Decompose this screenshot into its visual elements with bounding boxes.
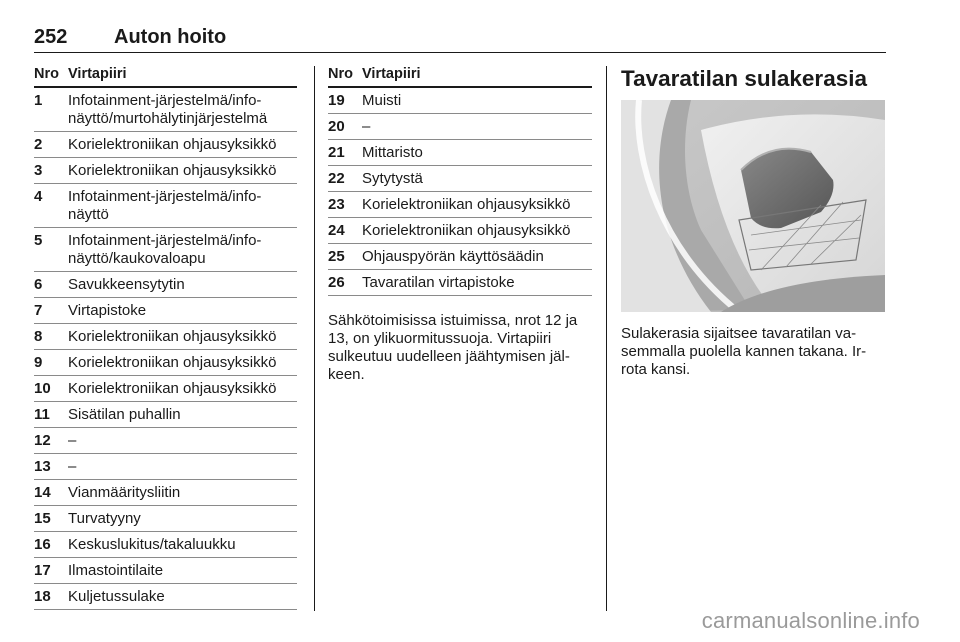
fuse-circuit: Tavaratilan virtapistoke	[362, 274, 515, 291]
fuse-number: 5	[34, 232, 43, 249]
fuse-number: 2	[34, 136, 43, 153]
fuse-circuit: –	[362, 118, 371, 135]
overload-note: Sähkötoimisissa istuimissa, nrot 12 ja 13, on ylikuormitussuoja. Virtapiiri sulkeutuu uudelleen jäähtymisen jäl-keen.	[328, 312, 578, 383]
column-header-nro: Nro	[34, 66, 59, 82]
fuse-number: 16	[34, 536, 51, 553]
fuse-circuit: Infotainment-järjestelmä/info-näyttö	[68, 188, 262, 223]
table-header	[328, 66, 592, 88]
fuse-circuit: Korielektroniikan ohjausyksikkö	[68, 328, 277, 345]
column-header-circuit: Virtapiiri	[68, 66, 127, 82]
table-row	[34, 428, 297, 454]
table-row	[34, 324, 297, 350]
table-row	[34, 272, 297, 298]
fuse-number: 20	[328, 118, 345, 135]
fuse-number: 10	[34, 380, 51, 397]
fuse-number: 17	[34, 562, 51, 579]
table-row	[34, 454, 297, 480]
table-row	[328, 114, 592, 140]
fuse-number: 26	[328, 274, 345, 291]
table-row	[34, 350, 297, 376]
fuse-number: 19	[328, 92, 345, 109]
table-row	[34, 480, 297, 506]
fuse-number: 24	[328, 222, 345, 239]
fuse-circuit: Kuljetussulake	[68, 588, 165, 605]
table-row	[34, 298, 297, 324]
table-row	[328, 192, 592, 218]
table-header	[34, 66, 297, 88]
fuse-circuit: Korielektroniikan ohjausyksikkö	[68, 354, 277, 371]
fuse-number: 4	[34, 188, 43, 205]
column-divider	[314, 66, 315, 611]
fuse-box-caption: Sulakerasia sijaitsee tavaratilan va-semmalla puolella kannen takana. Ir-rota kansi.	[621, 325, 867, 378]
fuse-circuit: Mittaristo	[362, 144, 423, 161]
fuse-box-illustration	[621, 100, 885, 312]
fuse-box-section	[621, 66, 886, 379]
fuse-number: 9	[34, 354, 43, 371]
fuse-circuit: Sisätilan puhallin	[68, 406, 181, 423]
fuse-circuit: Infotainment-järjestelmä/info-näyttö/kaukovaloapu	[68, 232, 262, 267]
fuse-circuit: Turvatyyny	[68, 510, 141, 527]
page-header	[34, 26, 886, 53]
table-row	[328, 244, 592, 270]
fuse-table-left	[34, 66, 297, 610]
fuse-circuit: Sytytystä	[362, 170, 423, 187]
table-row	[328, 166, 592, 192]
fuse-number: 3	[34, 162, 43, 179]
watermark-text: carmanualsonline.info	[701, 608, 920, 633]
fuse-circuit: Muisti	[362, 92, 402, 109]
section-title: Auton hoito	[114, 26, 227, 48]
table-body	[328, 88, 592, 296]
fuse-number: 13	[34, 458, 51, 475]
fuse-circuit: Savukkeensytytin	[68, 276, 185, 293]
table-row	[34, 532, 297, 558]
table-row	[34, 376, 297, 402]
fuse-circuit: Infotainment-järjestelmä/info-näyttö/murtohälytinjärjestelmä	[68, 92, 268, 127]
table-row	[328, 270, 592, 296]
column-header-circuit: Virtapiiri	[362, 66, 421, 82]
fuse-circuit: Korielektroniikan ohjausyksikkö	[68, 162, 277, 179]
fuse-circuit: Korielektroniikan ohjausyksikkö	[362, 222, 571, 239]
table-row	[34, 132, 297, 158]
table-row	[328, 140, 592, 166]
fuse-circuit: Keskuslukitus/takaluukku	[68, 536, 236, 553]
table-row	[34, 158, 297, 184]
fuse-number: 22	[328, 170, 345, 187]
fuse-number: 14	[34, 484, 51, 501]
fuse-circuit: Virtapistoke	[68, 302, 147, 319]
fuse-number: 12	[34, 432, 51, 449]
fuse-number: 25	[328, 248, 345, 265]
fuse-circuit: Ilmastointilaite	[68, 562, 164, 579]
fuse-circuit: Vianmääritysliitin	[68, 484, 181, 501]
fuse-circuit: Korielektroniikan ohjausyksikkö	[362, 196, 571, 213]
table-row	[34, 184, 297, 228]
fuse-circuit: Korielektroniikan ohjausyksikkö	[68, 380, 277, 397]
fuse-table-mid	[328, 66, 592, 384]
table-row	[328, 218, 592, 244]
table-row	[34, 228, 297, 272]
fuse-circuit: Korielektroniikan ohjausyksikkö	[68, 136, 277, 153]
fuse-number: 23	[328, 196, 345, 213]
fuse-circuit: –	[68, 432, 77, 449]
fuse-circuit: Ohjauspyörän käyttösäädin	[362, 248, 544, 265]
fuse-number: 1	[34, 92, 43, 109]
table-row	[34, 402, 297, 428]
table-row	[34, 584, 297, 610]
table-row	[34, 506, 297, 532]
fuse-number: 11	[34, 406, 50, 423]
fuse-number: 15	[34, 510, 51, 527]
fuse-circuit: –	[68, 458, 77, 475]
table-body	[34, 88, 297, 610]
table-row	[34, 558, 297, 584]
fuse-number: 8	[34, 328, 43, 345]
section-heading: Tavaratilan sulakerasia	[621, 66, 867, 91]
fuse-number: 6	[34, 276, 43, 293]
column-header-nro: Nro	[328, 66, 353, 82]
fuse-number: 7	[34, 302, 43, 319]
fuse-number: 18	[34, 588, 51, 605]
table-row	[328, 88, 592, 114]
page-number: 252	[34, 26, 68, 48]
column-divider	[606, 66, 607, 611]
table-row	[34, 88, 297, 132]
fuse-number: 21	[328, 144, 345, 161]
